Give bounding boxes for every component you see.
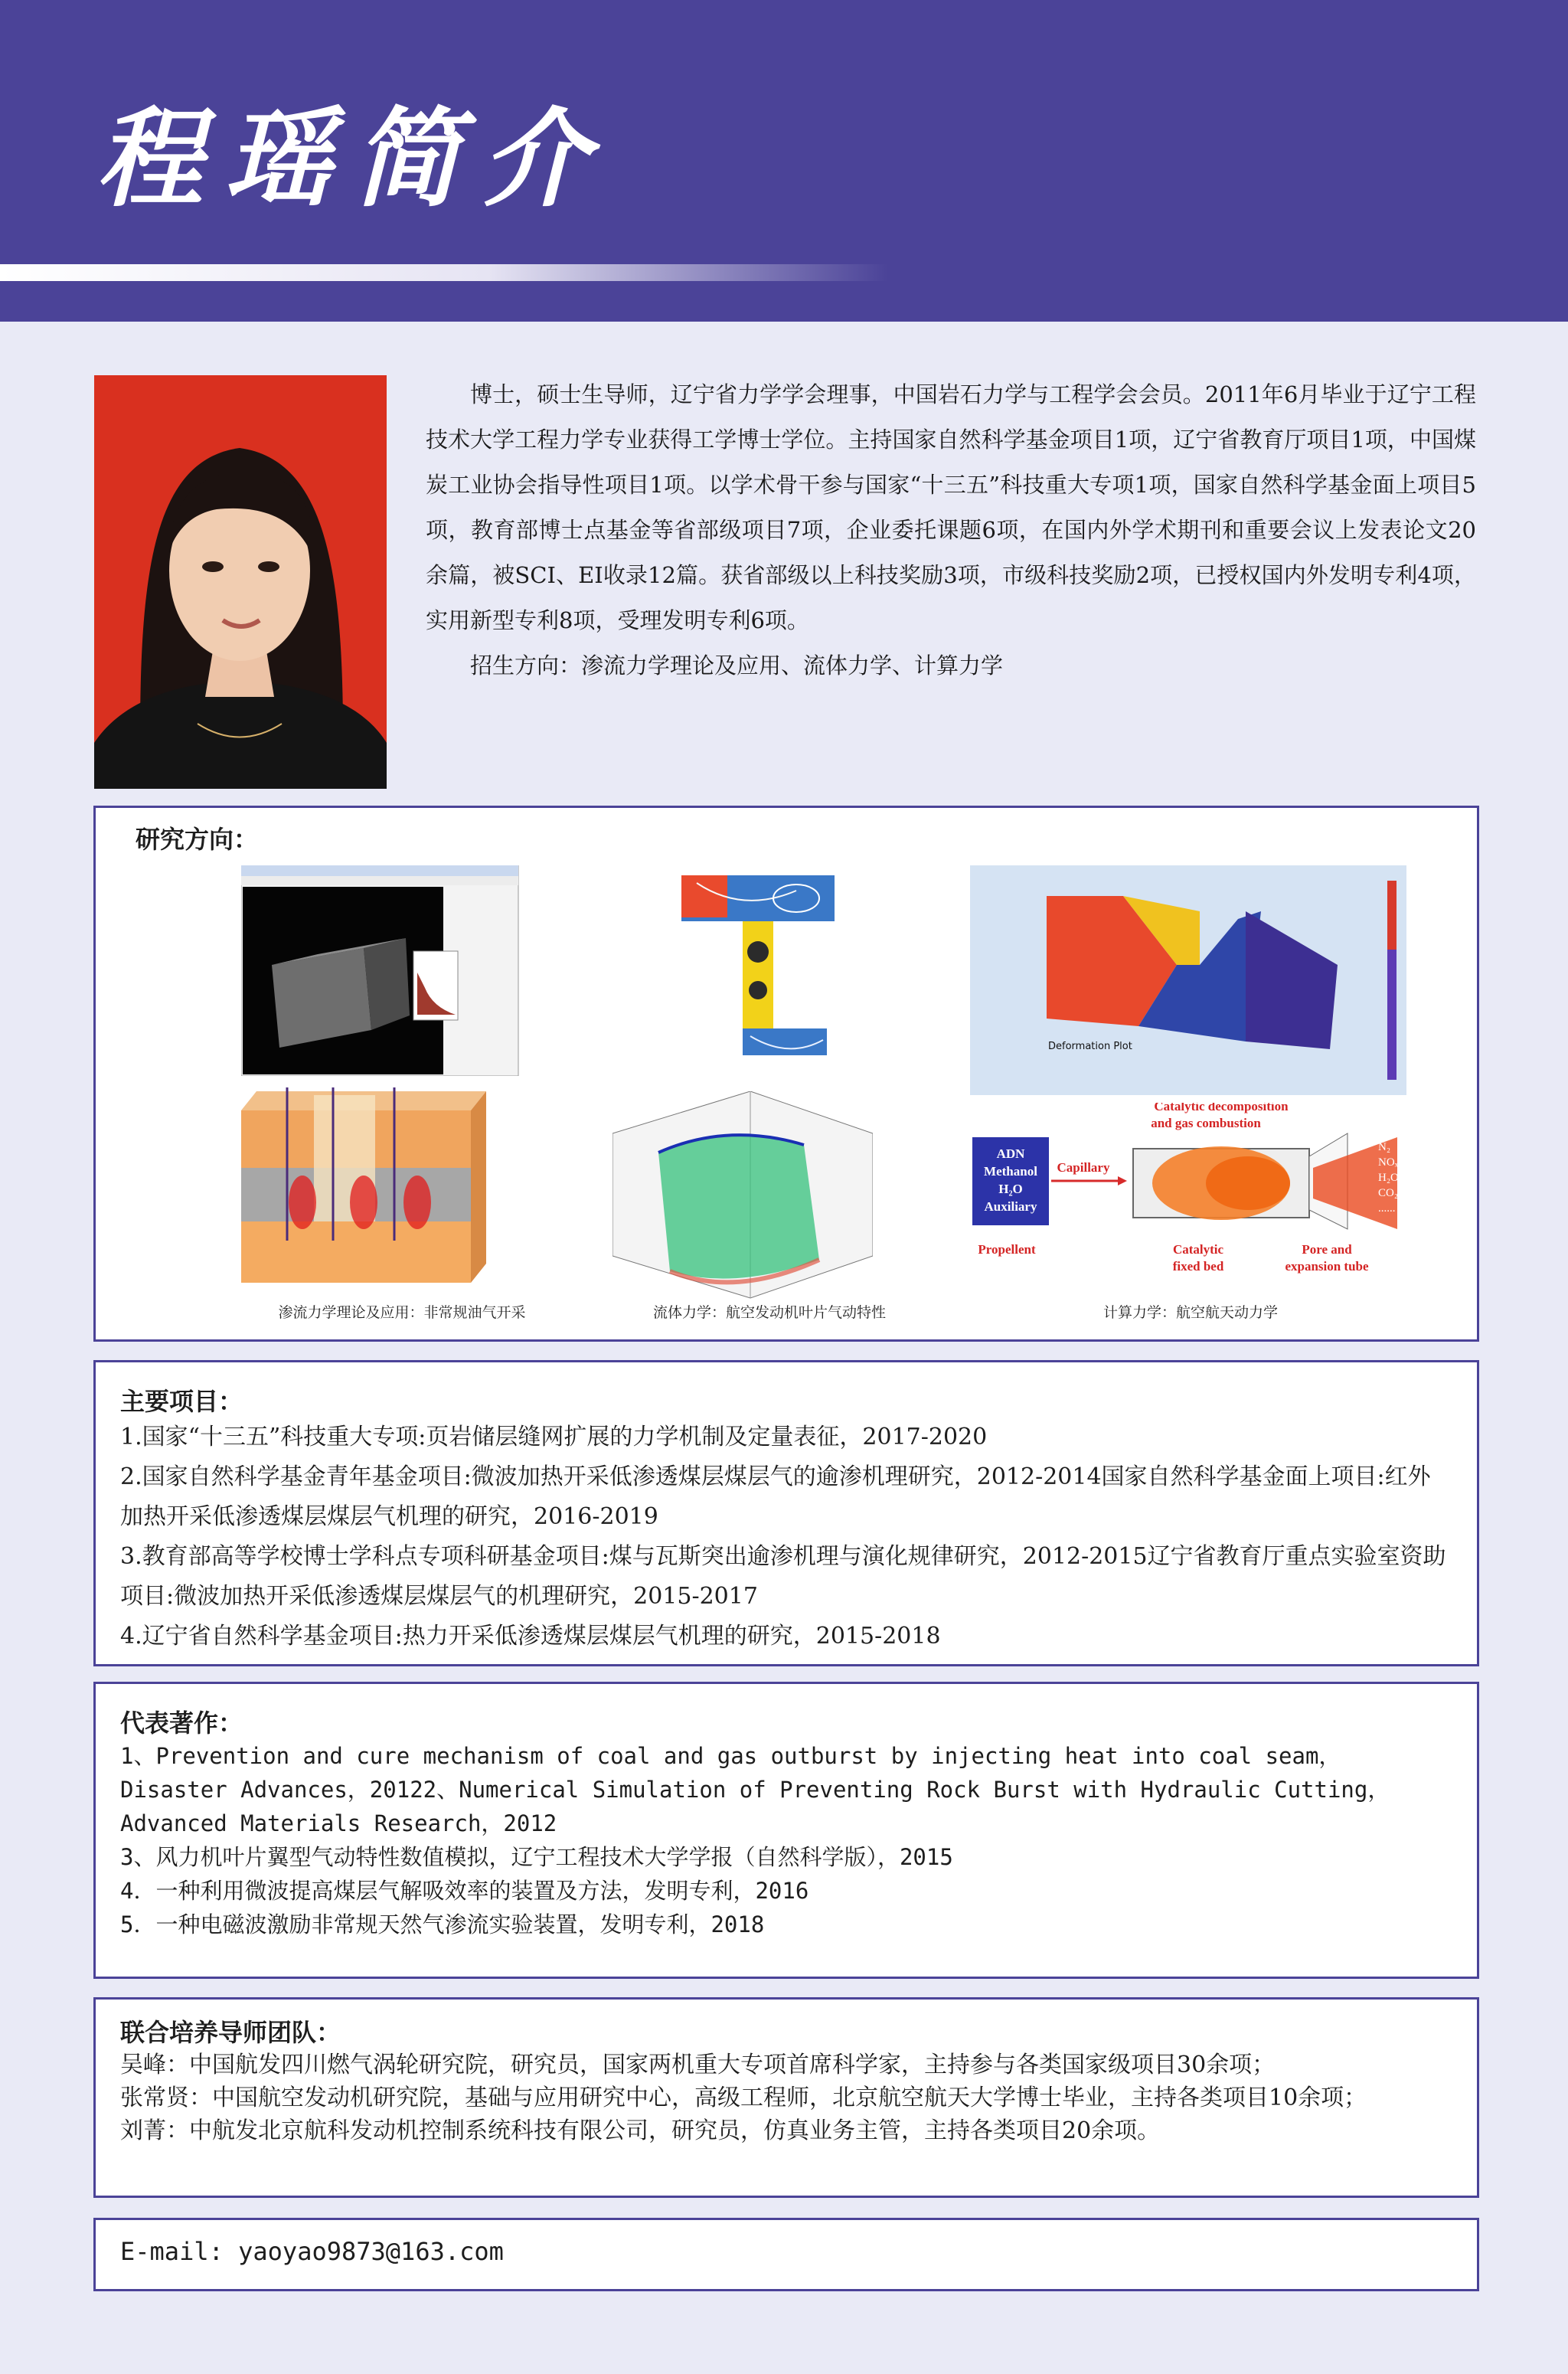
svg-text:Catalytic decomposition: Catalytic decomposition — [1154, 1103, 1289, 1113]
publications-box — [93, 1682, 1479, 1979]
header-banner — [0, 0, 1568, 322]
svg-text:H₂O: H₂O — [998, 1182, 1023, 1196]
intro-paragraph: 博士，硕士生导师，辽宁省力学学会理事，中国岩石力学与工程学会会员。2011年6月毕业于辽宁工程技术大学工程力学专业获得工学博士学位。主持国家自然科学基金项目1项，辽宁省教育厅项目1项，中国煤炭工业协会指导性项目1项。以学术骨干参与国家“十三五”科技重大专项1项，国家自然科学基金面上项目5项，教育部博士点基金等省部级项目7项，企业委托课题6项，在国内外学术期刊和重要会议上发表论文20余篇，被SCI、EI收录12篇。获省部级以上科技奖励3项，市级科技奖励2项，已授权国内外发明专利4项，实用新型专利8项，受理发明专利6项。 — [426, 381, 1476, 633]
team-box — [93, 1997, 1479, 2198]
project-item: 4.辽宁省自然科学基金项目:热力开采低渗透煤层煤层气机理的研究，2015-2018 — [120, 1623, 941, 1650]
publication-item: 3、风力机叶片翼型气动特性数值模拟，辽宁工程技术大学学报（自然科学版），2015 — [120, 1844, 953, 1870]
caption-fluid: 流体力学：航空发动机叶片气动特性 — [652, 1304, 886, 1321]
publication-item: 4．一种利用微波提高煤层气解吸效率的装置及方法，发明专利，2016 — [120, 1878, 809, 1904]
svg-text:N₂: N₂ — [1378, 1141, 1391, 1153]
research-title: 研究方向： — [136, 825, 259, 854]
svg-text:fixed bed: fixed bed — [1172, 1259, 1224, 1274]
intro-section — [426, 372, 1476, 688]
team-member: 刘菁：中航发北京航科发动机控制系统科技有限公司，研究员，仿真业务主管，主持各类项目20余项。 — [120, 2117, 1161, 2144]
header-stripe — [0, 264, 888, 281]
blade-flow-figure — [681, 875, 835, 1086]
portrait-photo — [94, 375, 387, 789]
team-title: 联合培养导师团队： — [120, 2018, 341, 2047]
projects-list — [120, 1418, 1446, 1656]
project-item: 2.国家自然科学基金青年基金项目:微波加热开采低渗透煤层煤层气的逾渗机理研究，2012-2014国家自然科学基金面上项目:红外加热开采低渗透煤层煤层气机理的研究，2016-2019 — [120, 1463, 1431, 1530]
propellent-label: Propellent — [978, 1242, 1036, 1257]
svg-text:Catalytic: Catalytic — [1172, 1242, 1224, 1257]
svg-text:CO₂: CO₂ — [1378, 1187, 1399, 1199]
team-member: 张常贤：中国航空发动机研究院，基础与应用研究中心，高级工程师，北京航空航天大学博士毕业，主持各类项目10余项； — [120, 2085, 1367, 2111]
project-item: 3.教育部高等学校博士学科点专项科研基金项目:煤与瓦斯突出逾渗机理与演化规律研究，2012-2015辽宁省教育厅重点实验室资助项目:微波加热开采低渗透煤层煤层气的机理研究，2015-2017 — [120, 1543, 1446, 1610]
svg-text:H₂O: H₂O — [1378, 1172, 1399, 1184]
contact-box — [93, 2218, 1479, 2291]
svg-text:......: ...... — [1378, 1202, 1396, 1215]
deformation-plot-label: Deformation Plot — [1048, 1041, 1132, 1052]
seepage-reservoir-figure — [241, 1087, 563, 1287]
svg-text:Auxiliary: Auxiliary — [984, 1199, 1037, 1214]
team-list — [120, 2049, 1446, 2147]
email-text: E-mail: yaoyao9873@163.com — [120, 2237, 504, 2266]
caption-seepage: 渗流力学理论及应用：非常规油气开采 — [278, 1304, 526, 1321]
publications-list — [120, 1739, 1446, 1941]
publications-title: 代表著作： — [120, 1709, 243, 1738]
projects-box — [93, 1360, 1479, 1666]
caption-computational: 计算力学：航空航天动力学 — [1102, 1304, 1278, 1321]
capillary-label: Capillary — [1057, 1160, 1110, 1175]
enrollment-direction: 招生方向：渗流力学理论及应用、流体力学、计算力学 — [470, 652, 1004, 679]
portrait-illustration — [94, 375, 387, 789]
seepage-software-figure — [241, 865, 523, 1076]
research-box — [93, 806, 1479, 1342]
svg-text:Methanol: Methanol — [984, 1164, 1037, 1179]
page-title: 程瑶简介 — [96, 96, 611, 222]
project-item: 1.国家“十三五”科技重大专项:页岩储层缝网扩展的力学机制及定量表征，2017-2020 — [120, 1424, 988, 1450]
publication-item: 5．一种电磁波激励非常规天然气渗流实验装置，发明专利，2018 — [120, 1911, 765, 1937]
propulsion-diagram — [969, 1103, 1413, 1298]
deformation-plot-figure — [970, 865, 1406, 1095]
svg-text:ADN: ADN — [996, 1146, 1025, 1161]
projects-title: 主要项目： — [120, 1387, 243, 1416]
svg-text:Pore and: Pore and — [1302, 1242, 1352, 1257]
blade-mesh-figure — [612, 1091, 873, 1302]
team-member: 吴峰：中国航发四川燃气涡轮研究院，研究员，国家两机重大专项首席科学家，主持参与各类国家级项目30余项； — [120, 2052, 1276, 2078]
svg-text:expansion tube: expansion tube — [1285, 1259, 1369, 1274]
publication-item: 1、Prevention and cure mechanism of coal and gas outburst by injecting heat into coal seam，Disaster Advances，20122、Numerical Simulation of Preventing Rock Burst with Hydraulic Cutting，Advanced Materials Research，2012 — [120, 1743, 1390, 1836]
svg-text:and gas combustion: and gas combustion — [1151, 1116, 1261, 1130]
svg-text:NOₓ: NOₓ — [1378, 1156, 1399, 1169]
